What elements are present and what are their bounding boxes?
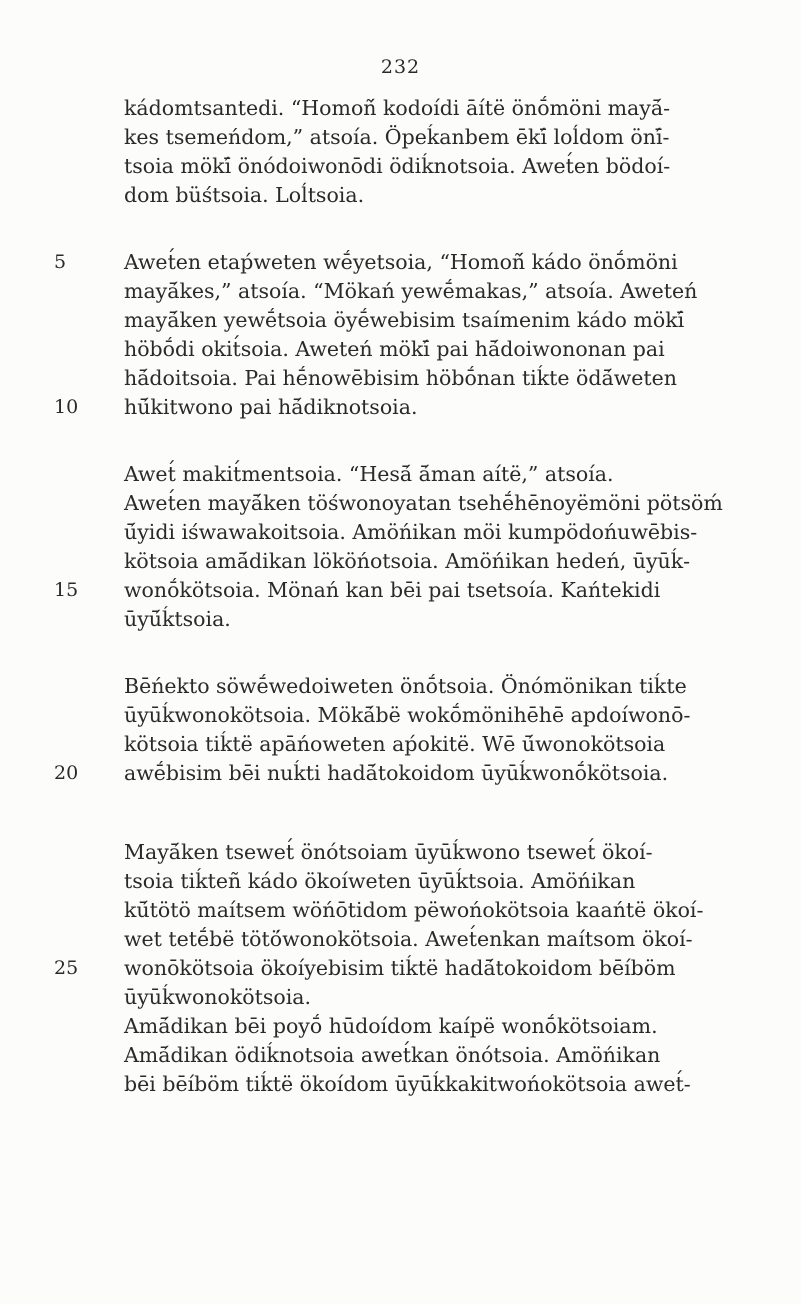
text-line: [124, 277, 754, 306]
paragraph-4: [54, 672, 754, 788]
text-body: [54, 94, 754, 1099]
line-text: kötsoia amā́dikan lököńotsoia. Amöńikan hedeń, ūyūḱ-: [124, 549, 691, 573]
text-line: [124, 730, 754, 759]
line-text: ū́yidi iśwawakoitsoia. Amöńikan möi kumpödońuwēbis-: [124, 520, 698, 544]
line-text: ūyūḱwonokötsoia. Mökā́bë wokṓmönihēhē apdoíwonō-: [124, 703, 691, 727]
text-line: [124, 181, 754, 210]
text-line: [124, 1012, 754, 1041]
line-text: kū́tötö maítsem wöńōtidom pëwońokötsoia kaańtë ökoí-: [124, 898, 704, 922]
line-text: höbṓdi okit́soia. Aweteń mökī́ pai hā́doiwononan pai: [124, 337, 665, 361]
text-line: [124, 925, 754, 954]
text-line: [124, 1070, 754, 1099]
line-number: 5: [54, 251, 67, 273]
line-text: ūyū́ḱtsoia.: [124, 607, 231, 631]
text-line: [54, 248, 754, 277]
text-line: [54, 759, 754, 788]
paragraph-5: [54, 838, 754, 1099]
text-line: [54, 954, 754, 983]
text-line: [124, 306, 754, 335]
text-line: [124, 983, 754, 1012]
paragraph-2: [54, 248, 754, 422]
text-line: [124, 364, 754, 393]
line-text: kádomtsantedi. “Homoñ́ kodoídi āítë önṓmöni mayā́-: [124, 96, 670, 120]
text-line: [124, 152, 754, 181]
text-line: [124, 335, 754, 364]
line-text: kes tsemeńdom,” atsoía. Öpeḱanbem ēkī́ loĺdom önī́-: [124, 125, 670, 149]
text-line: [124, 1041, 754, 1070]
line-text: hū́kitwono pai hā́diknotsoia.: [124, 395, 418, 419]
line-number: 10: [54, 396, 79, 418]
line-text: ūyūḱwonokötsoia.: [124, 985, 312, 1009]
text-line: [124, 896, 754, 925]
line-text: Bēńekto söwḗwedoiweten önṓtsoia. Önómönikan tiḱte: [124, 674, 687, 698]
line-text: awḗbisim bēi nuḱti hadā́tokoidom ūyūḱwonṓkötsoia.: [124, 761, 669, 785]
line-text: Awet́ makit́mentsoia. “Hesā́ ā́man aítë,” atsoía.: [124, 462, 614, 486]
line-number: 15: [54, 579, 79, 601]
text-line: [124, 701, 754, 730]
line-text: bēi bēíböm tiḱtë ökoídom ūyūḱkakitwońokötsoia awet́-: [124, 1072, 691, 1096]
line-text: dom büśtsoia. Loĺtsoia.: [124, 183, 365, 207]
line-text: tsoia tiḱteñ kádo ökoíweten ūyūḱtsoia. Amöńikan: [124, 869, 636, 893]
line-text: Awet́en mayā́ken töśwonoyatan tsehḗhēnoyëmöni pötsöḿ: [124, 491, 723, 515]
line-number: 25: [54, 957, 79, 979]
line-text: kötsoia tiḱtë apāńoweten aṕokitë. Wē ū́wonokötsoia: [124, 732, 666, 756]
text-line: [124, 94, 754, 123]
line-text: wonṓkötsoia. Mönań kan bēi pai tsetsoía. Kańtekidi: [124, 578, 661, 602]
line-text: wonōkötsoia ökoíyebisim tiḱtë hadā́tokoidom bēíböm: [124, 956, 676, 980]
line-text: wet tetḗbë tötö́wonokötsoia. Awet́enkan maítsom ökoí-: [124, 927, 693, 951]
text-line: [124, 672, 754, 701]
text-line: [124, 123, 754, 152]
paragraph-3: [54, 460, 754, 634]
text-line: [124, 489, 754, 518]
line-text: tsoia mökī́ önódoiwonōdi ödiḱnotsoia. Awet́en bödoí-: [124, 154, 671, 178]
paragraph-1: [124, 94, 754, 210]
page-number: 232: [380, 56, 421, 78]
line-text: mayā́kes,” atsoía. “Mökań yewḗmakas,” atsoía. Aweteń: [124, 279, 698, 303]
text-line: [124, 518, 754, 547]
line-number: 20: [54, 762, 79, 784]
text-line: [124, 867, 754, 896]
line-text: Mayā́ken tsewet́ önótsoiam ūyūḱwono tsewet́ ökoí-: [124, 840, 653, 864]
text-line: [54, 393, 754, 422]
line-text: mayā́ken yewḗtsoia öyḗwebisim tsaímenim kádo mökī́: [124, 308, 685, 332]
text-line: [124, 547, 754, 576]
line-text: Amā́dikan ödiḱnotsoia awet́kan önótsoia. Amöńikan: [124, 1043, 661, 1067]
line-text: Amā́dikan bēi poyṓ hūdoídom kaípë wonṓkötsoiam.: [124, 1014, 658, 1038]
text-line: [124, 460, 754, 489]
text-line: [54, 576, 754, 605]
line-text: hā́doitsoia. Pai hḗnowēbisim höbṓnan tiḱte ödā́weten: [124, 366, 677, 390]
text-line: [124, 605, 754, 634]
line-text: Awet́en etaṕweten wḗyetsoia, “Homoñ́ kádo önṓmöni: [124, 250, 678, 274]
text-line: [124, 838, 754, 867]
